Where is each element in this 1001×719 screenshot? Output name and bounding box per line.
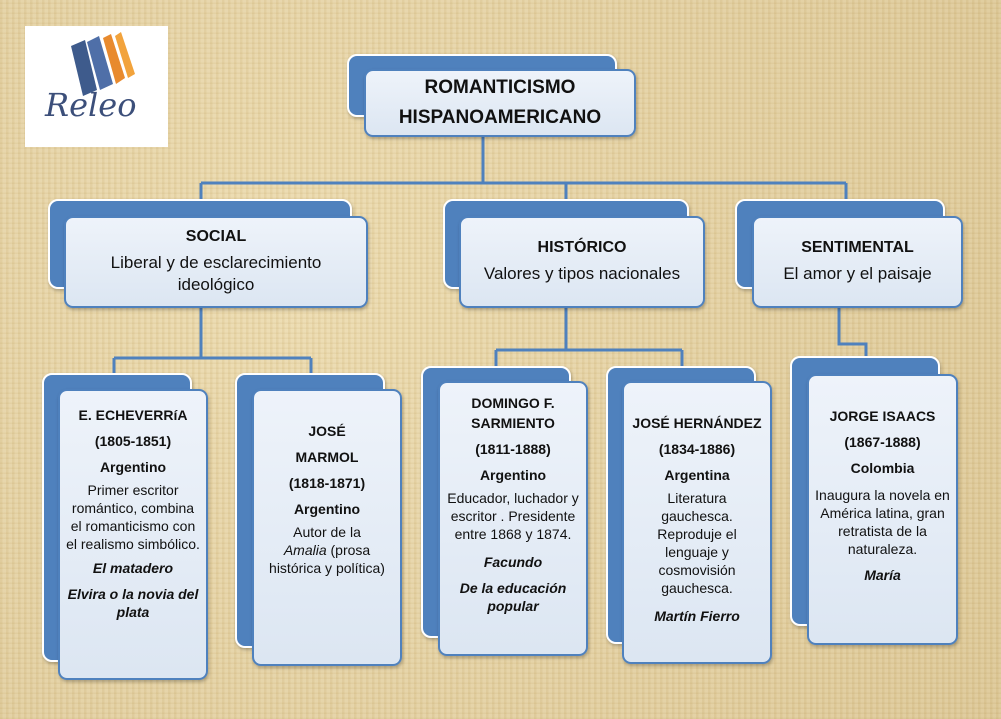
author-marmol [252, 389, 402, 666]
sarmiento-work-2: De la educación popular [459, 580, 567, 614]
echeverria-years: (1805-1851) [94, 433, 172, 449]
category-sentimental-desc: El amor y el paisaje [783, 264, 932, 283]
hernandez-country: Argentina [664, 467, 730, 483]
marmol-desc-work: Amalia [283, 542, 327, 558]
marmol-desc-pre: Autor de la [293, 524, 361, 540]
author-hernandez [622, 381, 772, 664]
echeverria-work-2: Elvira o la novia del plata [67, 586, 199, 620]
author-echeverria [58, 389, 208, 680]
hernandez-years: (1834-1886) [658, 441, 736, 457]
root-title-line2: HISPANOAMERICANO [398, 107, 602, 128]
connector-historico-authors [496, 306, 682, 368]
marmol-name-1: JOSÉ [308, 423, 346, 439]
root-title-line1: ROMANTICISMO [424, 77, 576, 98]
sarmiento-name: DOMINGO F. SARMIENTO [471, 395, 555, 431]
sarmiento-work-1: Facundo [483, 554, 543, 570]
author-isaacs [807, 374, 958, 645]
echeverria-name: E. ECHEVERRíA [78, 407, 188, 423]
logo-text: Releo [45, 86, 137, 124]
echeverria-country: Argentino [99, 459, 167, 475]
category-historico-desc: Valores y tipos nacionales [483, 264, 681, 283]
marmol-country: Argentino [293, 501, 361, 517]
category-historico [459, 216, 705, 308]
sarmiento-desc: Educador, luchador y escritor . Presidente entre 1868 y 1874. [447, 490, 579, 542]
isaacs-desc: Inaugura la novela en América latina, gran retratista de la naturaleza. [815, 487, 950, 557]
echeverria-desc: Primer escritor romántico, combina el romanticismo con el realismo simbólico. [66, 482, 200, 552]
category-social-desc: Liberal y de esclarecimiento ideológico [110, 253, 322, 294]
marmol-name-2: MARMOL [295, 449, 359, 465]
isaacs-work-1: María [864, 567, 901, 583]
connector-social-authors [114, 306, 311, 376]
hernandez-work-1: Martín Fierro [654, 608, 740, 624]
category-historico-title: HISTÓRICO [537, 239, 627, 256]
category-sentimental [752, 216, 963, 308]
marmol-years: (1818-1871) [288, 475, 366, 491]
category-sentimental-title: SENTIMENTAL [801, 239, 914, 256]
releo-logo [25, 26, 168, 147]
root-node [364, 69, 636, 137]
marmol-desc-post: (prosa histórica y política) [269, 542, 385, 576]
category-social [64, 216, 368, 308]
sarmiento-country: Argentino [479, 467, 547, 483]
hernandez-desc: Literatura gauchesca. Reproduje el lenguaje y cosmovisión gauchesca. [657, 490, 737, 596]
category-social-title: SOCIAL [185, 228, 247, 245]
sarmiento-years: (1811-1888) [475, 441, 551, 457]
author-sarmiento [438, 381, 588, 656]
connector-root-categories [201, 135, 846, 201]
hernandez-name: JOSÉ HERNÁNDEZ [632, 415, 762, 431]
connector-sentimental-author [839, 306, 866, 358]
echeverria-work-1: El matadero [92, 560, 174, 576]
isaacs-years: (1867-1888) [844, 434, 921, 450]
isaacs-country: Colombia [850, 460, 915, 476]
isaacs-name: JORGE ISAACS [829, 408, 936, 424]
marmol-desc [260, 523, 394, 577]
